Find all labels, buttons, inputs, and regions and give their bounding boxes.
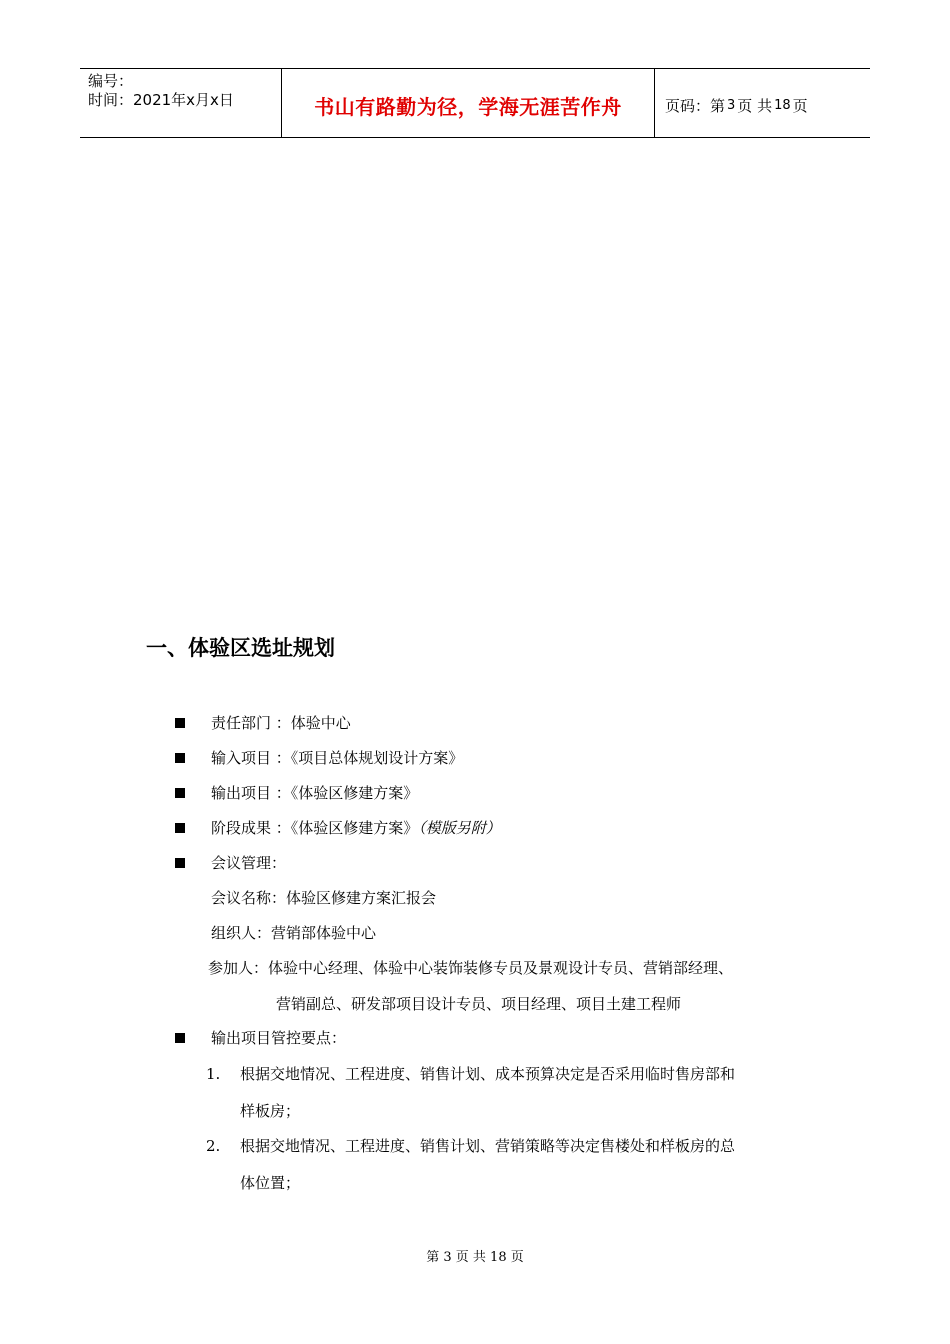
page-current: 3 <box>727 97 736 113</box>
header-motto: 书山有路勤为径，学海无涯苦作舟 <box>314 94 622 119</box>
list-item-text: 根据交地情况、工程进度、销售计划、营销策略等决定售楼处和样板房的总 <box>240 1137 736 1155</box>
bullet-square-icon <box>175 823 185 833</box>
meeting-name: 会议名称：体验区修建方案汇报会 <box>211 889 437 907</box>
header-motto-cell <box>282 69 655 137</box>
page-footer: 第 3 页 共 18 页 <box>426 1250 524 1265</box>
item-responsible-dept: 责任部门 ：体验中心 <box>211 714 351 732</box>
item-output: 输出项目 ：《体验区修建方案》 <box>211 784 419 802</box>
meeting-participants-line2: 营销副总、研发部项目设计专员、项目经理、项目土建工程师 <box>276 995 682 1013</box>
list-item-number: 1. <box>206 1065 221 1083</box>
meeting-organizer: 组织人：营销部体验中心 <box>211 924 377 942</box>
section-title: 一、体验区选址规划 <box>146 636 335 660</box>
list-item-number: 2. <box>206 1137 221 1155</box>
header-meta <box>80 69 282 137</box>
bullet-square-icon <box>175 718 185 728</box>
bullet-square-icon <box>175 1033 185 1043</box>
page-total: 18 <box>774 97 791 113</box>
page-mid: 页 共 <box>737 96 773 115</box>
page-header <box>80 68 870 138</box>
bullet-square-icon <box>175 858 185 868</box>
page-prefix: 页码：第 <box>665 96 726 115</box>
stage-result-text: 阶段成果 ：《体验区修建方案》 <box>211 819 419 837</box>
meeting-participants-line1: 参加人：体验中心经理、体验中心装饰装修专员及景观设计专员、营销部经理、 <box>208 959 734 977</box>
list-item-text: 根据交地情况、工程进度、销售计划、成本预算决定是否采用临时售房部和 <box>240 1065 736 1083</box>
bullet-square-icon <box>175 788 185 798</box>
header-page-info <box>655 69 870 137</box>
page-suffix: 页 <box>792 96 808 115</box>
document-date-label: 时间：2021年x月x日 <box>88 91 234 109</box>
document-number-label: 编号： <box>88 72 134 90</box>
item-stage-result <box>211 818 501 838</box>
item-control-points: 输出项目管控要点： <box>211 1029 347 1047</box>
list-item-text-continued: 体位置； <box>240 1174 301 1192</box>
list-item-text-continued: 样板房； <box>240 1102 301 1120</box>
stage-result-note: （模版另附） <box>418 819 501 837</box>
item-meeting: 会议管理： <box>211 854 287 872</box>
item-input: 输入项目 ：《项目总体规划设计方案》 <box>211 749 464 767</box>
bullet-square-icon <box>175 753 185 763</box>
